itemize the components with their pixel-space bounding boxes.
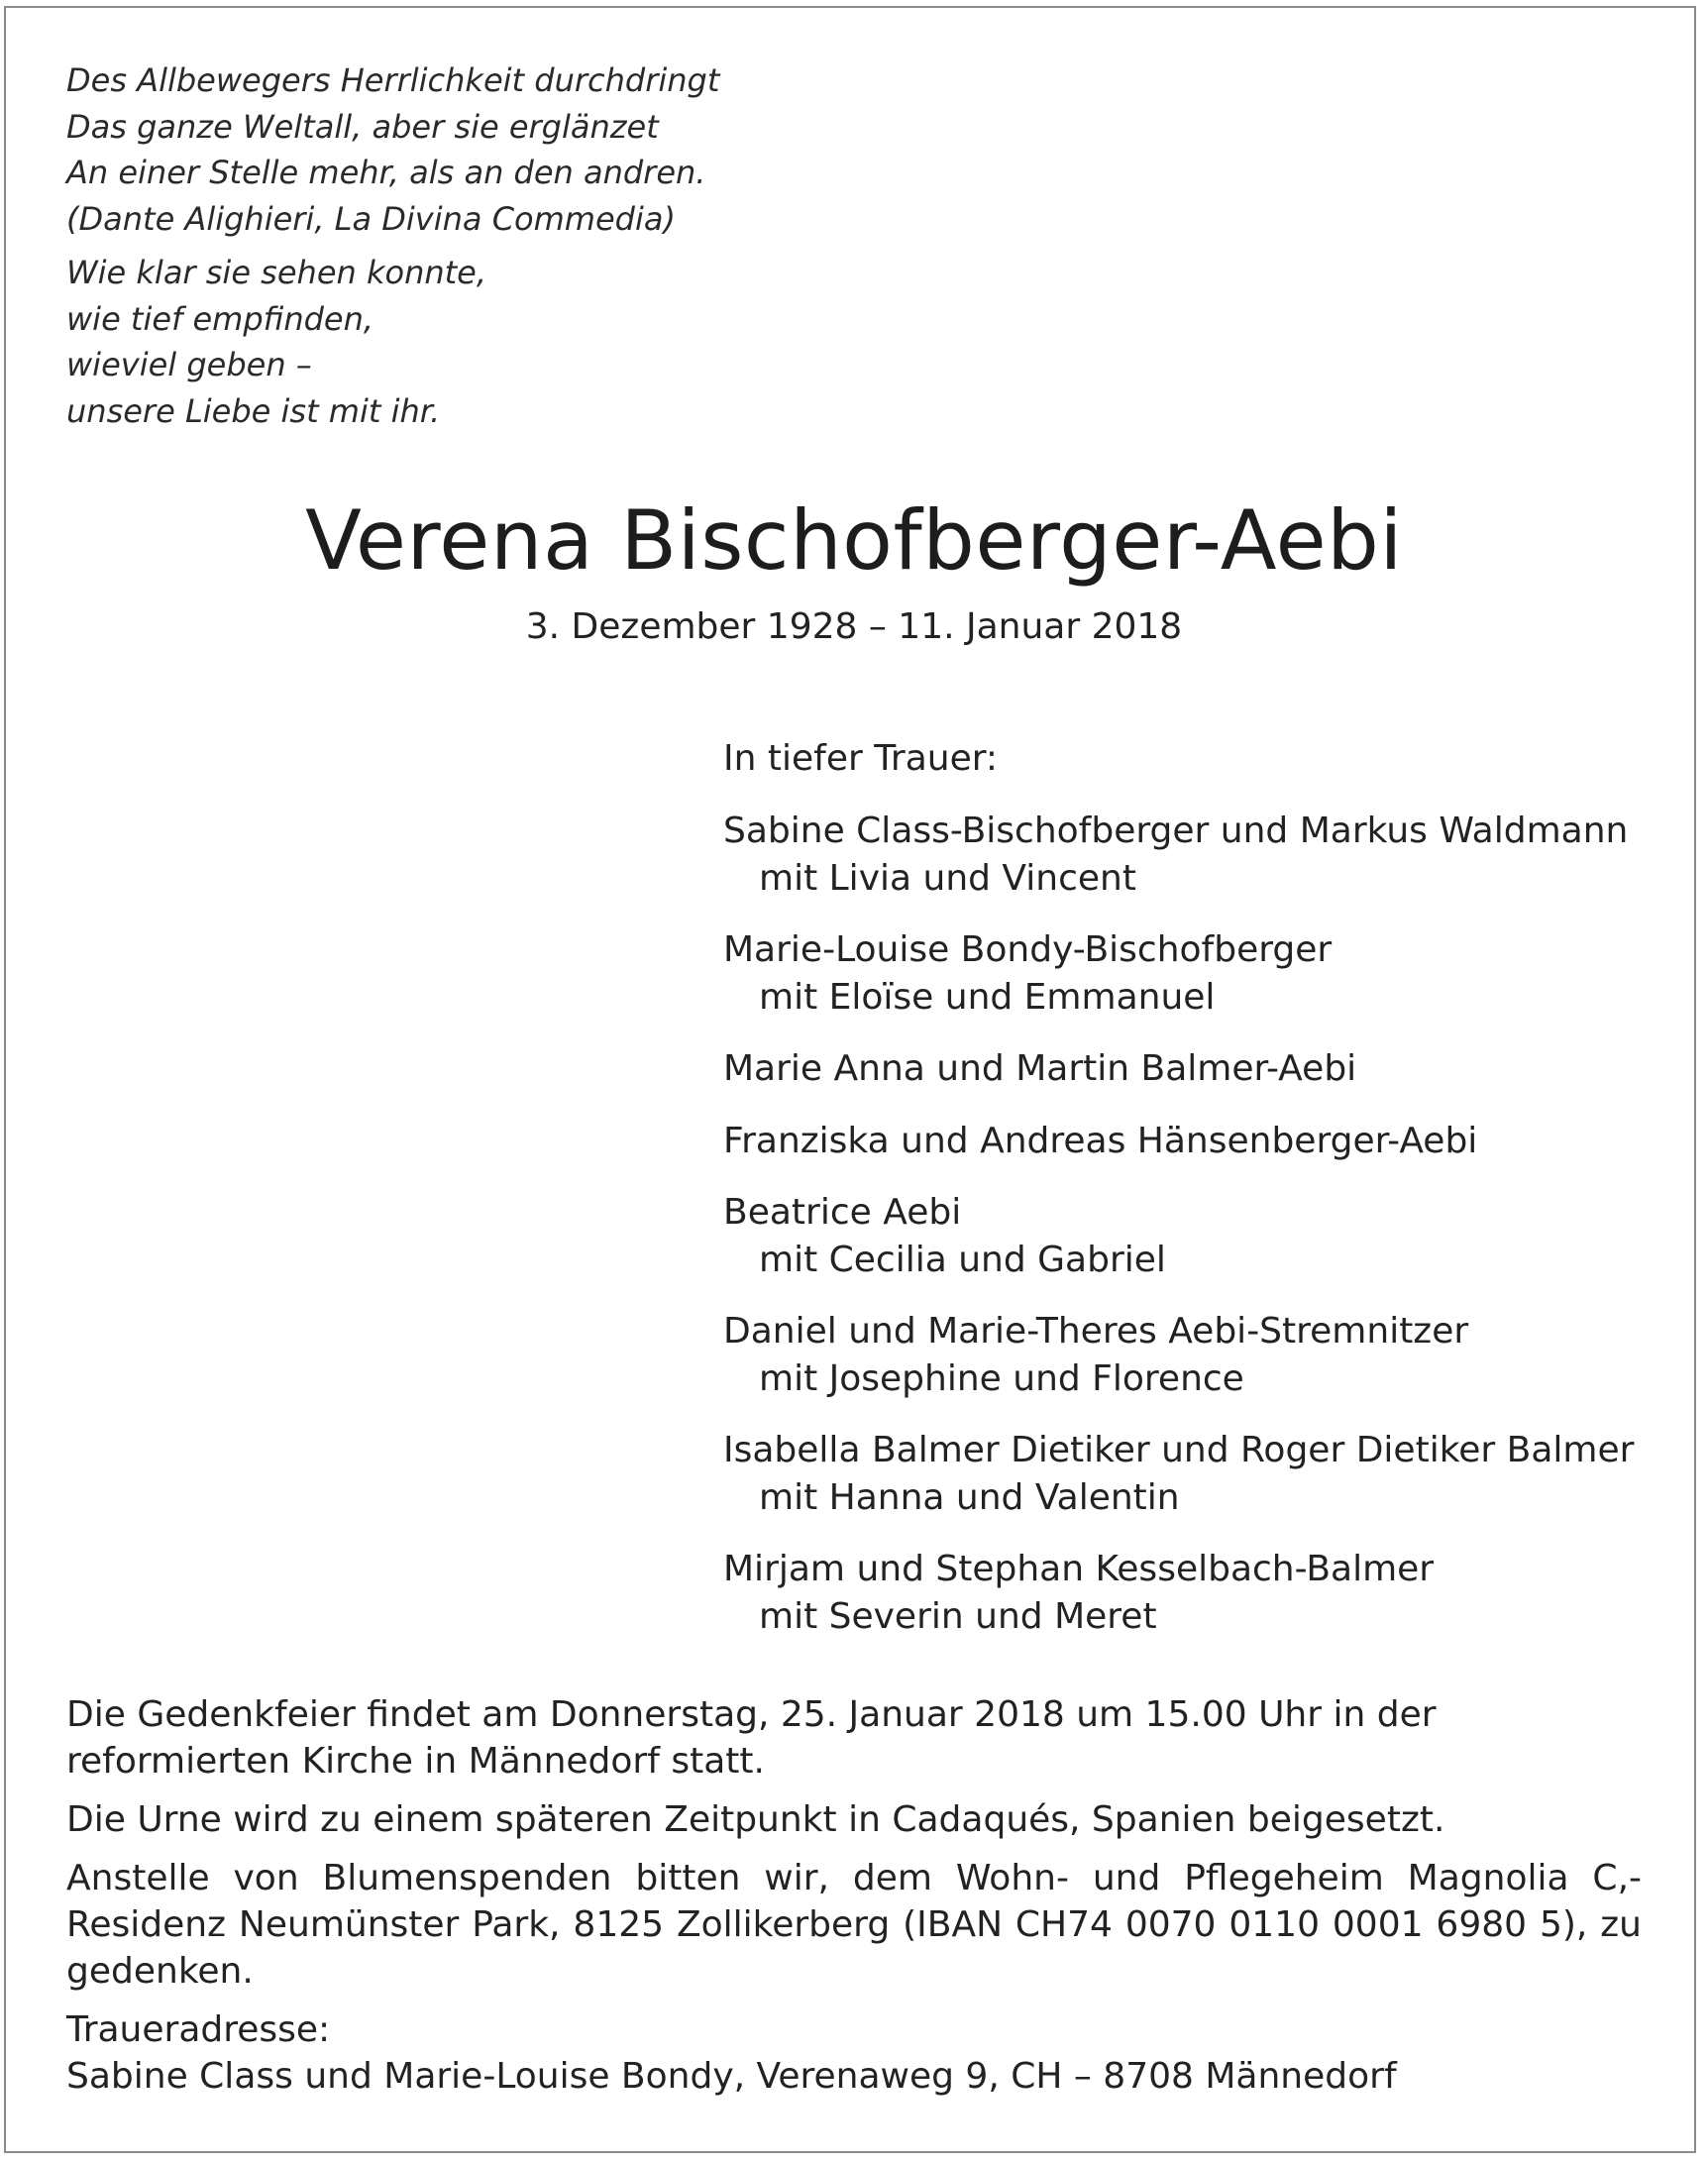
donation-text: Anstelle von Blumenspenden bitten wir, dem Wohn- und Pflegeheim Magnolia C,-Residenz Neumünster Park, 8125 Zollikerberg (IBAN CH74 0070 0110 0001 6980 5), zu gedenken. [66,1858,1642,1992]
poem-line: wieviel geben – [66,346,312,383]
mourner-children: mit Severin und Meret [759,1595,1157,1637]
poem-line: Wie klar sie sehen konnte, [66,254,487,291]
address-label: Traueradresse: [66,2009,331,2050]
urn-text: Die Urne wird zu einem späteren Zeitpunkt in Cadaqués, Spanien beigesetzt. [66,1799,1445,1840]
mourner-name: Beatrice Aebi [723,1192,962,1233]
mourner-group [723,808,1634,902]
mourner-name: Isabella Balmer Dietiker und Roger Dietiker Balmer [723,1430,1635,1470]
mourners-intro: In tiefer Trauer: [723,738,999,779]
mourner-group [723,1308,1634,1402]
mourner-group [723,1118,1634,1165]
mourner-name: Franziska und Andreas Hänsenberger-Aebi [723,1120,1478,1161]
deceased-name: Verena Bischofberger-Aebi [305,492,1403,589]
mourner-name: Marie Anna und Martin Balmer-Aebi [723,1048,1357,1089]
mourner-children: mit Eloïse und Emmanuel [759,976,1216,1018]
poem-stanza-dante [66,57,719,242]
poem-attribution: (Dante Alighieri, La Divina Commedia) [66,199,676,238]
mourner-children: mit Josephine und Florence [759,1357,1244,1399]
mourner-children: mit Livia und Vincent [759,857,1136,899]
poem-line: wie tief empfinden, [66,299,374,338]
mourner-group [723,1189,1634,1283]
poem-line: Des Allbewegers Herrlichkeit durchdringt [66,61,720,99]
poem [66,57,719,434]
ceremony-text: Die Gedenkfeier findet am Donnerstag, 25. Januar 2018 um 15.00 Uhr in der reformierten Kirche in Männedorf statt. [66,1694,1437,1782]
mourner-group [723,1427,1634,1521]
mourner-group [723,1546,1634,1640]
mourner-name: Mirjam und Stephan Kesselbach-Balmer [723,1549,1435,1589]
notice-info [66,1691,1642,2100]
poem-line: unsere Liebe ist mit ihr. [66,391,441,430]
mourner-group [723,1045,1634,1093]
mourner-group [723,926,1634,1021]
mourner-children: mit Hanna und Valentin [759,1476,1180,1518]
mourner-children: mit Cecilia und Gabriel [759,1239,1166,1280]
poem-line: Das ganze Weltall, aber sie erglänzet [66,107,659,146]
mourners-list [723,735,1634,1665]
mourner-name: Marie-Louise Bondy-Bischofberger [723,929,1333,970]
poem-stanza-dedication [66,250,719,434]
mourning-address: Sabine Class und Marie-Louise Bondy, Verenaweg 9, CH – 8708 Männedorf [66,2056,1397,2097]
mourner-name: Daniel und Marie-Theres Aebi-Stremnitzer [723,1311,1469,1352]
poem-line: An einer Stelle mehr, als an den andren. [66,154,706,191]
mourner-name: Sabine Class-Bischofberger und Markus Waldmann [723,811,1629,851]
deceased-dates: 3. Dezember 1928 – 11. Januar 2018 [525,606,1183,647]
